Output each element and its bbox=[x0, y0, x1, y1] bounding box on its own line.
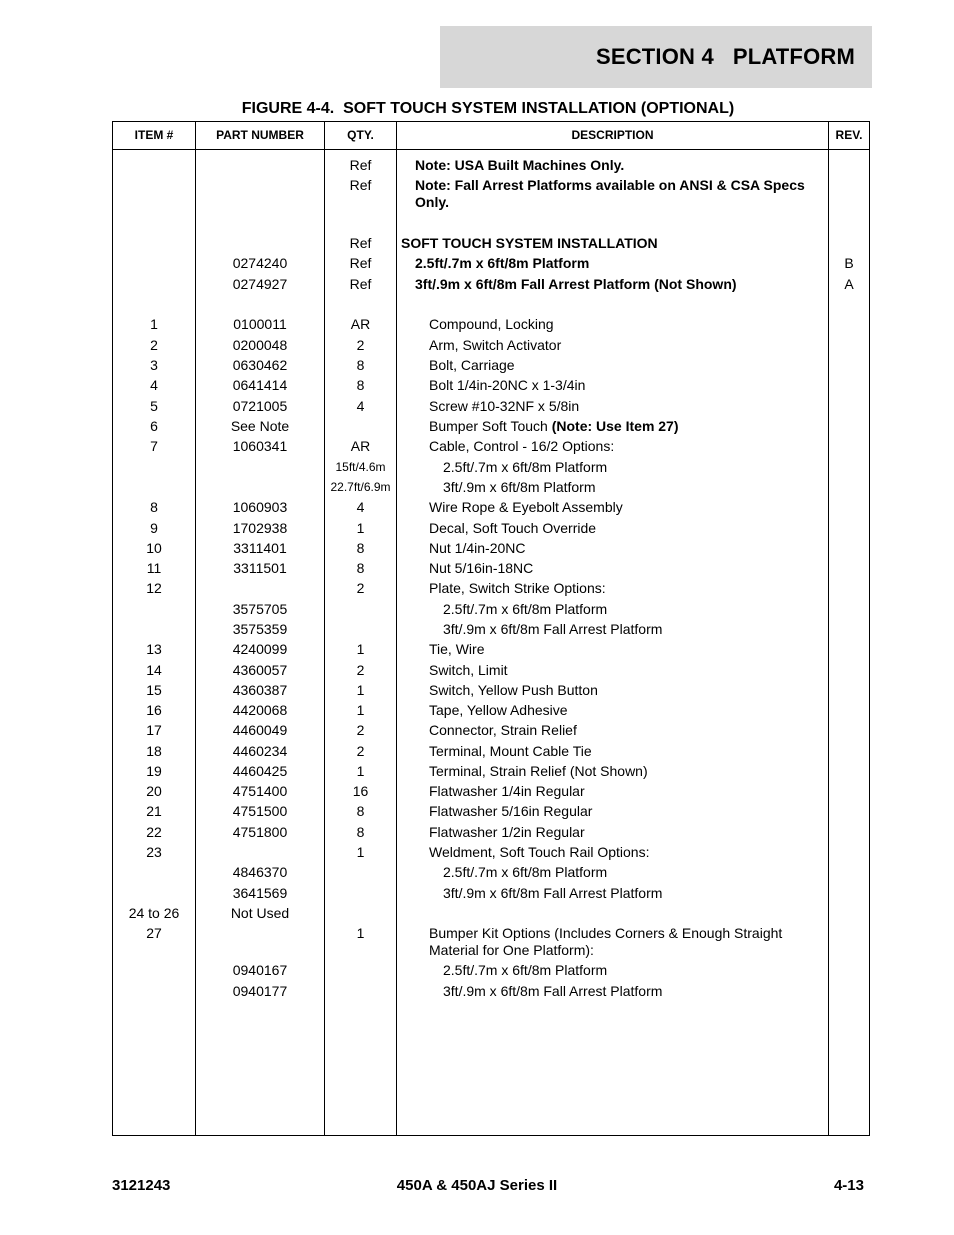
description bbox=[401, 235, 821, 252]
description-text: 2.5ft/.7m x 6ft/8m Platform bbox=[443, 864, 608, 880]
part-number: 3641569 bbox=[232, 885, 288, 901]
description-text: Bolt 1/4in-20NC x 1-3/4in bbox=[429, 377, 586, 393]
description-continuation: Only. bbox=[415, 194, 449, 210]
description-text: Note: Fall Arrest Platforms available on ANSI & CSA Specs bbox=[415, 177, 805, 193]
quantity: Ref bbox=[349, 157, 372, 173]
quantity: 1 bbox=[356, 702, 365, 718]
description-text: Arm, Switch Activator bbox=[429, 337, 562, 353]
description bbox=[429, 803, 849, 820]
revision: A bbox=[844, 276, 854, 292]
quantity: 22.7ft/6.9m bbox=[330, 480, 391, 494]
description-text: 3ft/.9m x 6ft/8m Fall Arrest Platform bbox=[443, 983, 663, 999]
description-text: 3ft/.9m x 6ft/8m Fall Arrest Platform bbox=[443, 621, 663, 637]
footer-doc-number: 3121243 bbox=[112, 1177, 171, 1194]
item-number: 21 bbox=[146, 803, 162, 819]
item-number: 23 bbox=[146, 844, 162, 860]
description bbox=[429, 743, 849, 760]
part-number: 0100011 bbox=[233, 316, 287, 332]
part-number: 3311401 bbox=[233, 540, 287, 556]
description-text: Tape, Yellow Adhesive bbox=[429, 702, 568, 718]
description bbox=[415, 177, 835, 211]
description-note: (Note: Use Item 27) bbox=[551, 418, 679, 434]
part-number: 0641414 bbox=[232, 377, 288, 393]
item-number: 27 bbox=[146, 925, 162, 941]
description-text: Flatwasher 5/16in Regular bbox=[429, 803, 593, 819]
description-text: 2.5ft/.7m x 6ft/8m Platform bbox=[443, 601, 608, 617]
part-number: See Note bbox=[230, 418, 290, 434]
description bbox=[429, 316, 849, 333]
description bbox=[429, 662, 849, 679]
part-number: 0630462 bbox=[232, 357, 288, 373]
description bbox=[429, 377, 849, 394]
description bbox=[429, 763, 849, 780]
description bbox=[443, 983, 863, 1000]
description-text: 3ft/.9m x 6ft/8m Fall Arrest Platform (Not Shown) bbox=[415, 276, 737, 292]
revision: B bbox=[844, 255, 854, 271]
column-divider bbox=[396, 122, 397, 1135]
part-number: 0274240 bbox=[232, 255, 288, 271]
footer-model: 450A & 450AJ Series II bbox=[396, 1177, 558, 1194]
quantity: AR bbox=[350, 316, 371, 332]
header-description: DESCRIPTION bbox=[571, 128, 654, 142]
item-number: 17 bbox=[146, 722, 162, 738]
part-number: 1702938 bbox=[232, 520, 288, 536]
header-part-number: PART NUMBER bbox=[216, 128, 304, 142]
description-text: Flatwasher 1/2in Regular bbox=[429, 824, 585, 840]
item-number: 12 bbox=[146, 580, 162, 596]
description-text: Note: USA Built Machines Only. bbox=[415, 157, 625, 173]
item-number: 7 bbox=[150, 438, 158, 454]
parts-table bbox=[112, 121, 870, 1136]
description bbox=[415, 157, 835, 174]
description bbox=[429, 418, 849, 435]
description-text: SOFT TOUCH SYSTEM INSTALLATION bbox=[401, 235, 658, 251]
quantity: 2 bbox=[356, 580, 365, 596]
quantity: 1 bbox=[356, 925, 365, 941]
part-number: 4460425 bbox=[232, 763, 288, 779]
description-text: Wire Rope & Eyebolt Assembly bbox=[429, 499, 623, 515]
quantity: 16 bbox=[352, 783, 369, 799]
figure-title: FIGURE 4-4. SOFT TOUCH SYSTEM INSTALLATION (OPTIONAL) bbox=[241, 100, 735, 117]
item-number: 8 bbox=[150, 499, 158, 515]
description bbox=[429, 783, 849, 800]
quantity: 8 bbox=[356, 824, 365, 840]
quantity: 1 bbox=[356, 520, 365, 536]
description bbox=[429, 499, 849, 516]
description-text: 3ft/.9m x 6ft/8m Fall Arrest Platform bbox=[443, 885, 663, 901]
item-number: 1 bbox=[150, 316, 158, 332]
quantity: 2 bbox=[356, 722, 365, 738]
quantity: 8 bbox=[356, 377, 365, 393]
description-text: Terminal, Strain Relief (Not Shown) bbox=[429, 763, 648, 779]
description-text: 2.5ft/.7m x 6ft/8m Platform bbox=[443, 962, 608, 978]
part-number: 3575359 bbox=[232, 621, 288, 637]
description bbox=[429, 337, 849, 354]
section-title: SECTION 4 PLATFORM bbox=[595, 44, 855, 69]
quantity: 2 bbox=[356, 337, 365, 353]
part-number: 3311501 bbox=[233, 560, 287, 576]
quantity: 8 bbox=[356, 540, 365, 556]
part-number: 0940167 bbox=[232, 962, 288, 978]
description bbox=[429, 438, 849, 455]
item-number: 5 bbox=[150, 398, 158, 414]
item-number: 14 bbox=[146, 662, 162, 678]
description-text: 2.5ft/.7m x 6ft/8m Platform bbox=[415, 255, 590, 271]
part-number: 4360057 bbox=[232, 662, 288, 678]
item-number: 13 bbox=[146, 641, 162, 657]
description-text: Bolt, Carriage bbox=[429, 357, 515, 373]
header-qty: QTY. bbox=[347, 128, 374, 142]
part-number: 4751400 bbox=[232, 783, 288, 799]
quantity: Ref bbox=[349, 255, 372, 271]
part-number: 4360387 bbox=[232, 682, 288, 698]
description bbox=[429, 702, 849, 719]
description-text: Switch, Yellow Push Button bbox=[429, 682, 598, 698]
item-number: 16 bbox=[146, 702, 162, 718]
quantity: 1 bbox=[356, 682, 365, 698]
description-text: Tie, Wire bbox=[429, 641, 485, 657]
quantity: Ref bbox=[349, 276, 372, 292]
quantity: 4 bbox=[356, 499, 365, 515]
quantity: 8 bbox=[356, 560, 365, 576]
item-number: 3 bbox=[150, 357, 158, 373]
description bbox=[429, 580, 849, 597]
item-number: 10 bbox=[146, 540, 162, 556]
description-text: Plate, Switch Strike Options: bbox=[429, 580, 606, 596]
quantity: 4 bbox=[356, 398, 365, 414]
description-text: Flatwasher 1/4in Regular bbox=[429, 783, 585, 799]
header-rev: REV. bbox=[835, 128, 863, 142]
description-continuation: Material for One Platform): bbox=[429, 942, 594, 958]
quantity: 15ft/4.6m bbox=[335, 460, 386, 474]
item-number: 18 bbox=[146, 743, 162, 759]
part-number: 4460049 bbox=[232, 722, 288, 738]
description bbox=[443, 864, 863, 881]
part-number: 1060341 bbox=[232, 438, 288, 454]
quantity: Ref bbox=[349, 177, 372, 193]
quantity: 2 bbox=[356, 743, 365, 759]
header-item: ITEM # bbox=[134, 128, 174, 142]
quantity: 1 bbox=[356, 844, 365, 860]
quantity: 1 bbox=[356, 641, 365, 657]
section-header bbox=[440, 26, 872, 88]
item-number: 4 bbox=[150, 377, 158, 393]
column-divider bbox=[324, 122, 325, 1135]
quantity: 8 bbox=[356, 803, 365, 819]
item-number: 11 bbox=[146, 560, 162, 576]
description-text: Terminal, Mount Cable Tie bbox=[429, 743, 592, 759]
part-number: 4751800 bbox=[232, 824, 288, 840]
part-number: 0721005 bbox=[232, 398, 288, 414]
part-number: 4846370 bbox=[232, 864, 288, 880]
part-number: 1060903 bbox=[232, 499, 288, 515]
quantity: 8 bbox=[356, 357, 365, 373]
part-number: 4240099 bbox=[232, 641, 288, 657]
description bbox=[443, 885, 863, 902]
description-text: Weldment, Soft Touch Rail Options: bbox=[429, 844, 650, 860]
description-text: 2.5ft/.7m x 6ft/8m Platform bbox=[443, 459, 608, 475]
description bbox=[429, 398, 849, 415]
item-number: 20 bbox=[146, 783, 162, 799]
description-text: Nut 1/4in-20NC bbox=[429, 540, 526, 556]
item-number: 24 to 26 bbox=[128, 905, 180, 921]
part-number: 3575705 bbox=[232, 601, 288, 617]
description-text: Switch, Limit bbox=[429, 662, 508, 678]
part-number: 0940177 bbox=[232, 983, 288, 999]
part-number: Not Used bbox=[230, 905, 290, 921]
item-number: 9 bbox=[150, 520, 158, 536]
description bbox=[429, 357, 849, 374]
description-text: Bumper Kit Options (Includes Corners & Enough Straight bbox=[429, 925, 783, 941]
part-number: 0200048 bbox=[232, 337, 288, 353]
description-text: Connector, Strain Relief bbox=[429, 722, 577, 738]
description bbox=[429, 722, 849, 739]
footer-page-number: 4-13 bbox=[833, 1177, 864, 1194]
description-text: Decal, Soft Touch Override bbox=[429, 520, 597, 536]
part-number: 4751500 bbox=[232, 803, 288, 819]
item-number: 6 bbox=[150, 418, 158, 434]
quantity: 2 bbox=[356, 662, 365, 678]
description bbox=[429, 824, 849, 841]
item-number: 22 bbox=[146, 824, 162, 840]
description bbox=[429, 560, 849, 577]
description bbox=[415, 276, 835, 293]
item-number: 15 bbox=[146, 682, 162, 698]
description-text: Bumper Soft Touch bbox=[429, 418, 552, 434]
part-number: 0274927 bbox=[232, 276, 288, 292]
part-number: 4420068 bbox=[232, 702, 288, 718]
quantity: Ref bbox=[349, 235, 372, 251]
description bbox=[429, 540, 849, 557]
description bbox=[443, 479, 863, 496]
description bbox=[429, 682, 849, 699]
description bbox=[443, 459, 863, 476]
quantity: AR bbox=[350, 438, 371, 454]
description-text: Cable, Control - 16/2 Options: bbox=[429, 438, 615, 454]
header-divider bbox=[113, 149, 869, 150]
description bbox=[429, 844, 849, 861]
description bbox=[429, 520, 849, 537]
description bbox=[443, 962, 863, 979]
item-number: 2 bbox=[150, 337, 158, 353]
description bbox=[429, 925, 849, 959]
description-text: 3ft/.9m x 6ft/8m Platform bbox=[443, 479, 596, 495]
description bbox=[415, 255, 835, 272]
description bbox=[429, 641, 849, 658]
quantity: 1 bbox=[356, 763, 365, 779]
part-number: 4460234 bbox=[232, 743, 288, 759]
item-number: 19 bbox=[146, 763, 162, 779]
description bbox=[443, 601, 863, 618]
description bbox=[443, 621, 863, 638]
description-text: Screw #10-32NF x 5/8in bbox=[429, 398, 580, 414]
description-text: Nut 5/16in-18NC bbox=[429, 560, 534, 576]
description-text: Compound, Locking bbox=[429, 316, 554, 332]
